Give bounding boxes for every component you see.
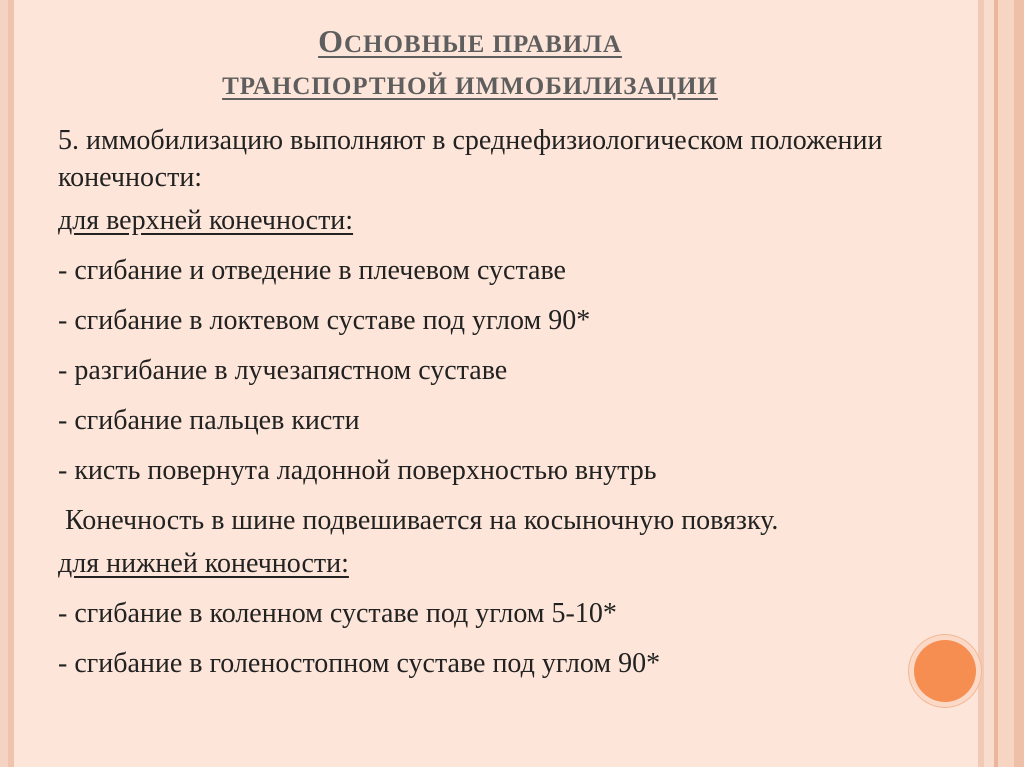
left-border-stripe: [8, 0, 14, 767]
intro-text: 5. иммобилизацию выполняют в среднефизиологическом положении конечности:: [58, 125, 883, 193]
upper-limb-heading: для верхней конечности:: [58, 205, 354, 236]
upper-limb-item: - кисть повернута ладонной поверхностью внутрь: [58, 455, 657, 486]
right-border-stripe: [984, 0, 994, 767]
right-border-stripe: [998, 0, 1014, 767]
upper-limb-item: - сгибание пальцев кисти: [58, 405, 360, 436]
lower-limb-heading: для нижней конечности:: [58, 548, 349, 579]
sling-note: Конечность в шине подвешивается на косыночную повязку.: [58, 505, 779, 536]
lower-limb-item: - сгибание в голеностопном суставе под углом 90*: [58, 648, 661, 679]
upper-limb-item: - разгибание в лучезапястном суставе: [58, 355, 508, 386]
slide-title: [140, 20, 800, 108]
upper-limb-item: - сгибание в локтевом суставе под углом 90*: [58, 305, 591, 336]
title-line-1-rest: СНОВНЫЕ ПРАВИЛА: [343, 31, 622, 58]
right-border-stripe: [1014, 0, 1024, 767]
slide-body: [58, 122, 958, 682]
title-line-2: ТРАНСПОРТНОЙ ИММОБИЛИЗАЦИИ: [222, 73, 718, 100]
upper-limb-item: - сгибание и отведение в плечевом суставе: [58, 255, 566, 286]
title-initial-cap: О: [318, 23, 344, 59]
lower-limb-item: - сгибание в коленном суставе под углом 5-10*: [58, 598, 617, 629]
decorative-circle: [914, 640, 976, 702]
title-line-1: [140, 20, 800, 66]
left-border-stripe: [0, 0, 8, 767]
